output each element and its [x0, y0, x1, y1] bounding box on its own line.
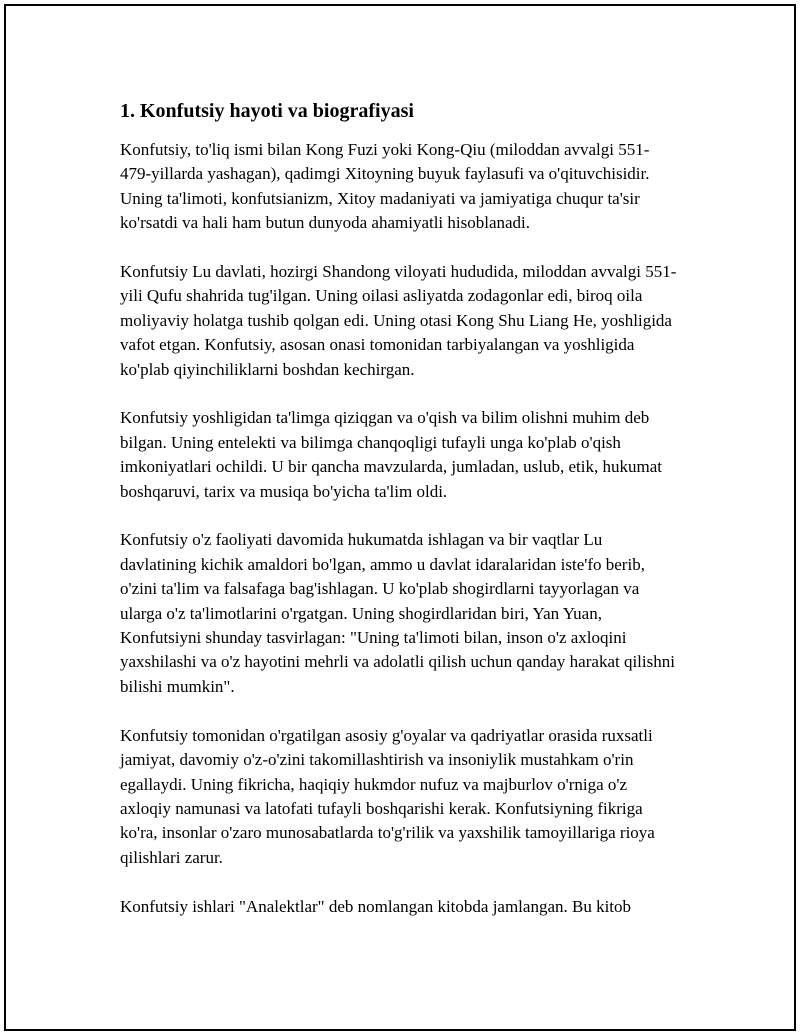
- paragraph-3: Konfutsiy yoshligidan ta'limga qiziqgan va o'qish va bilim olishni muhim deb bilgan. Uning entelekti va bilimga chanqoqligi tufayli unga ko'plab o'qish imkoniyatlari ochildi. U bir qancha mavzularda, jumladan, uslub, etik, hukumat boshqaruvi, tarix va musiqa bo'yicha ta'lim oldi.: [120, 408, 662, 501]
- paragraph-5: Konfutsiy tomonidan o'rgatilgan asosiy g'oyalar va qadriyatlar orasida ruxsatli jamiyat, davomiy o'z-o'zini takomillashtirish va insoniylik mustahkam o'rin egallaydi. Uning fikricha, haqiqiy hukmdor nufuz va majburlov o'rniga o'z axloqiy namunasi va latofati tufayli boshqarishi kerak. Konfutsiyning fikriga ko'ra, insonlar o'zaro munosabatlarda to'g'rilik va yaxshilik tamoyillariga rioya qilishlari zarur.: [120, 725, 655, 867]
- section-title: 1. Konfutsiy hayoti va biografiyasi: [120, 100, 414, 122]
- page-frame: [4, 4, 796, 1031]
- paragraph-2: Konfutsiy Lu davlati, hozirgi Shandong viloyati hududida, miloddan avvalgi 551-yili Qufu shahrida tug'ilgan. Uning oilasi asliyatda zodagonlar edi, biroq oila moliyaviy holatga tushib qolgan edi. Uning otasi Kong Shu Liang He, yoshligida vafot etgan. Konfutsiy, asosan onasi tomonidan tarbiyalangan va yoshligida ko'plab qiyinchiliklarni boshdan kechirgan.: [120, 262, 677, 379]
- paragraph-1: Konfutsiy, to'liq ismi bilan Kong Fuzi yoki Kong-Qiu (miloddan avvalgi 551-479-yillarda yashagan), qadimgi Xitoyning buyuk faylasufi va o'qituvchisidir. Uning ta'limoti, konfutsianizm, Xitoy madaniyati va jamiyatiga chuqur ta'sir ko'rsatdi va hali ham butun dunyoda ahamiyatli hisoblanadi.: [120, 140, 650, 233]
- paragraph-6: Konfutsiy ishlari "Analektlar" deb nomlangan kitobda jamlangan. Bu kitob: [120, 896, 632, 916]
- paragraph-4: Konfutsiy o'z faoliyati davomida hukumatda ishlagan va bir vaqtlar Lu davlatining kichik amaldori bo'lgan, ammo u davlat idaralaridan iste'fo berib, o'zini ta'lim va falsafaga bag'ishlagan. U ko'plab shogirdlarni tayyorlagan va ularga o'z ta'limotlarini o'rgatgan. Uning shogirdlaridan biri, Yan Yuan, Konfutsiyni shunday tasvirlagan: "Uning ta'limoti bilan, inson o'z axloqini yaxshilashi va o'z hayotini mehrli va adolatli qilish uchun qanday harakat qilishni bilishi mumkin".: [120, 530, 675, 696]
- document-body: [120, 98, 680, 943]
